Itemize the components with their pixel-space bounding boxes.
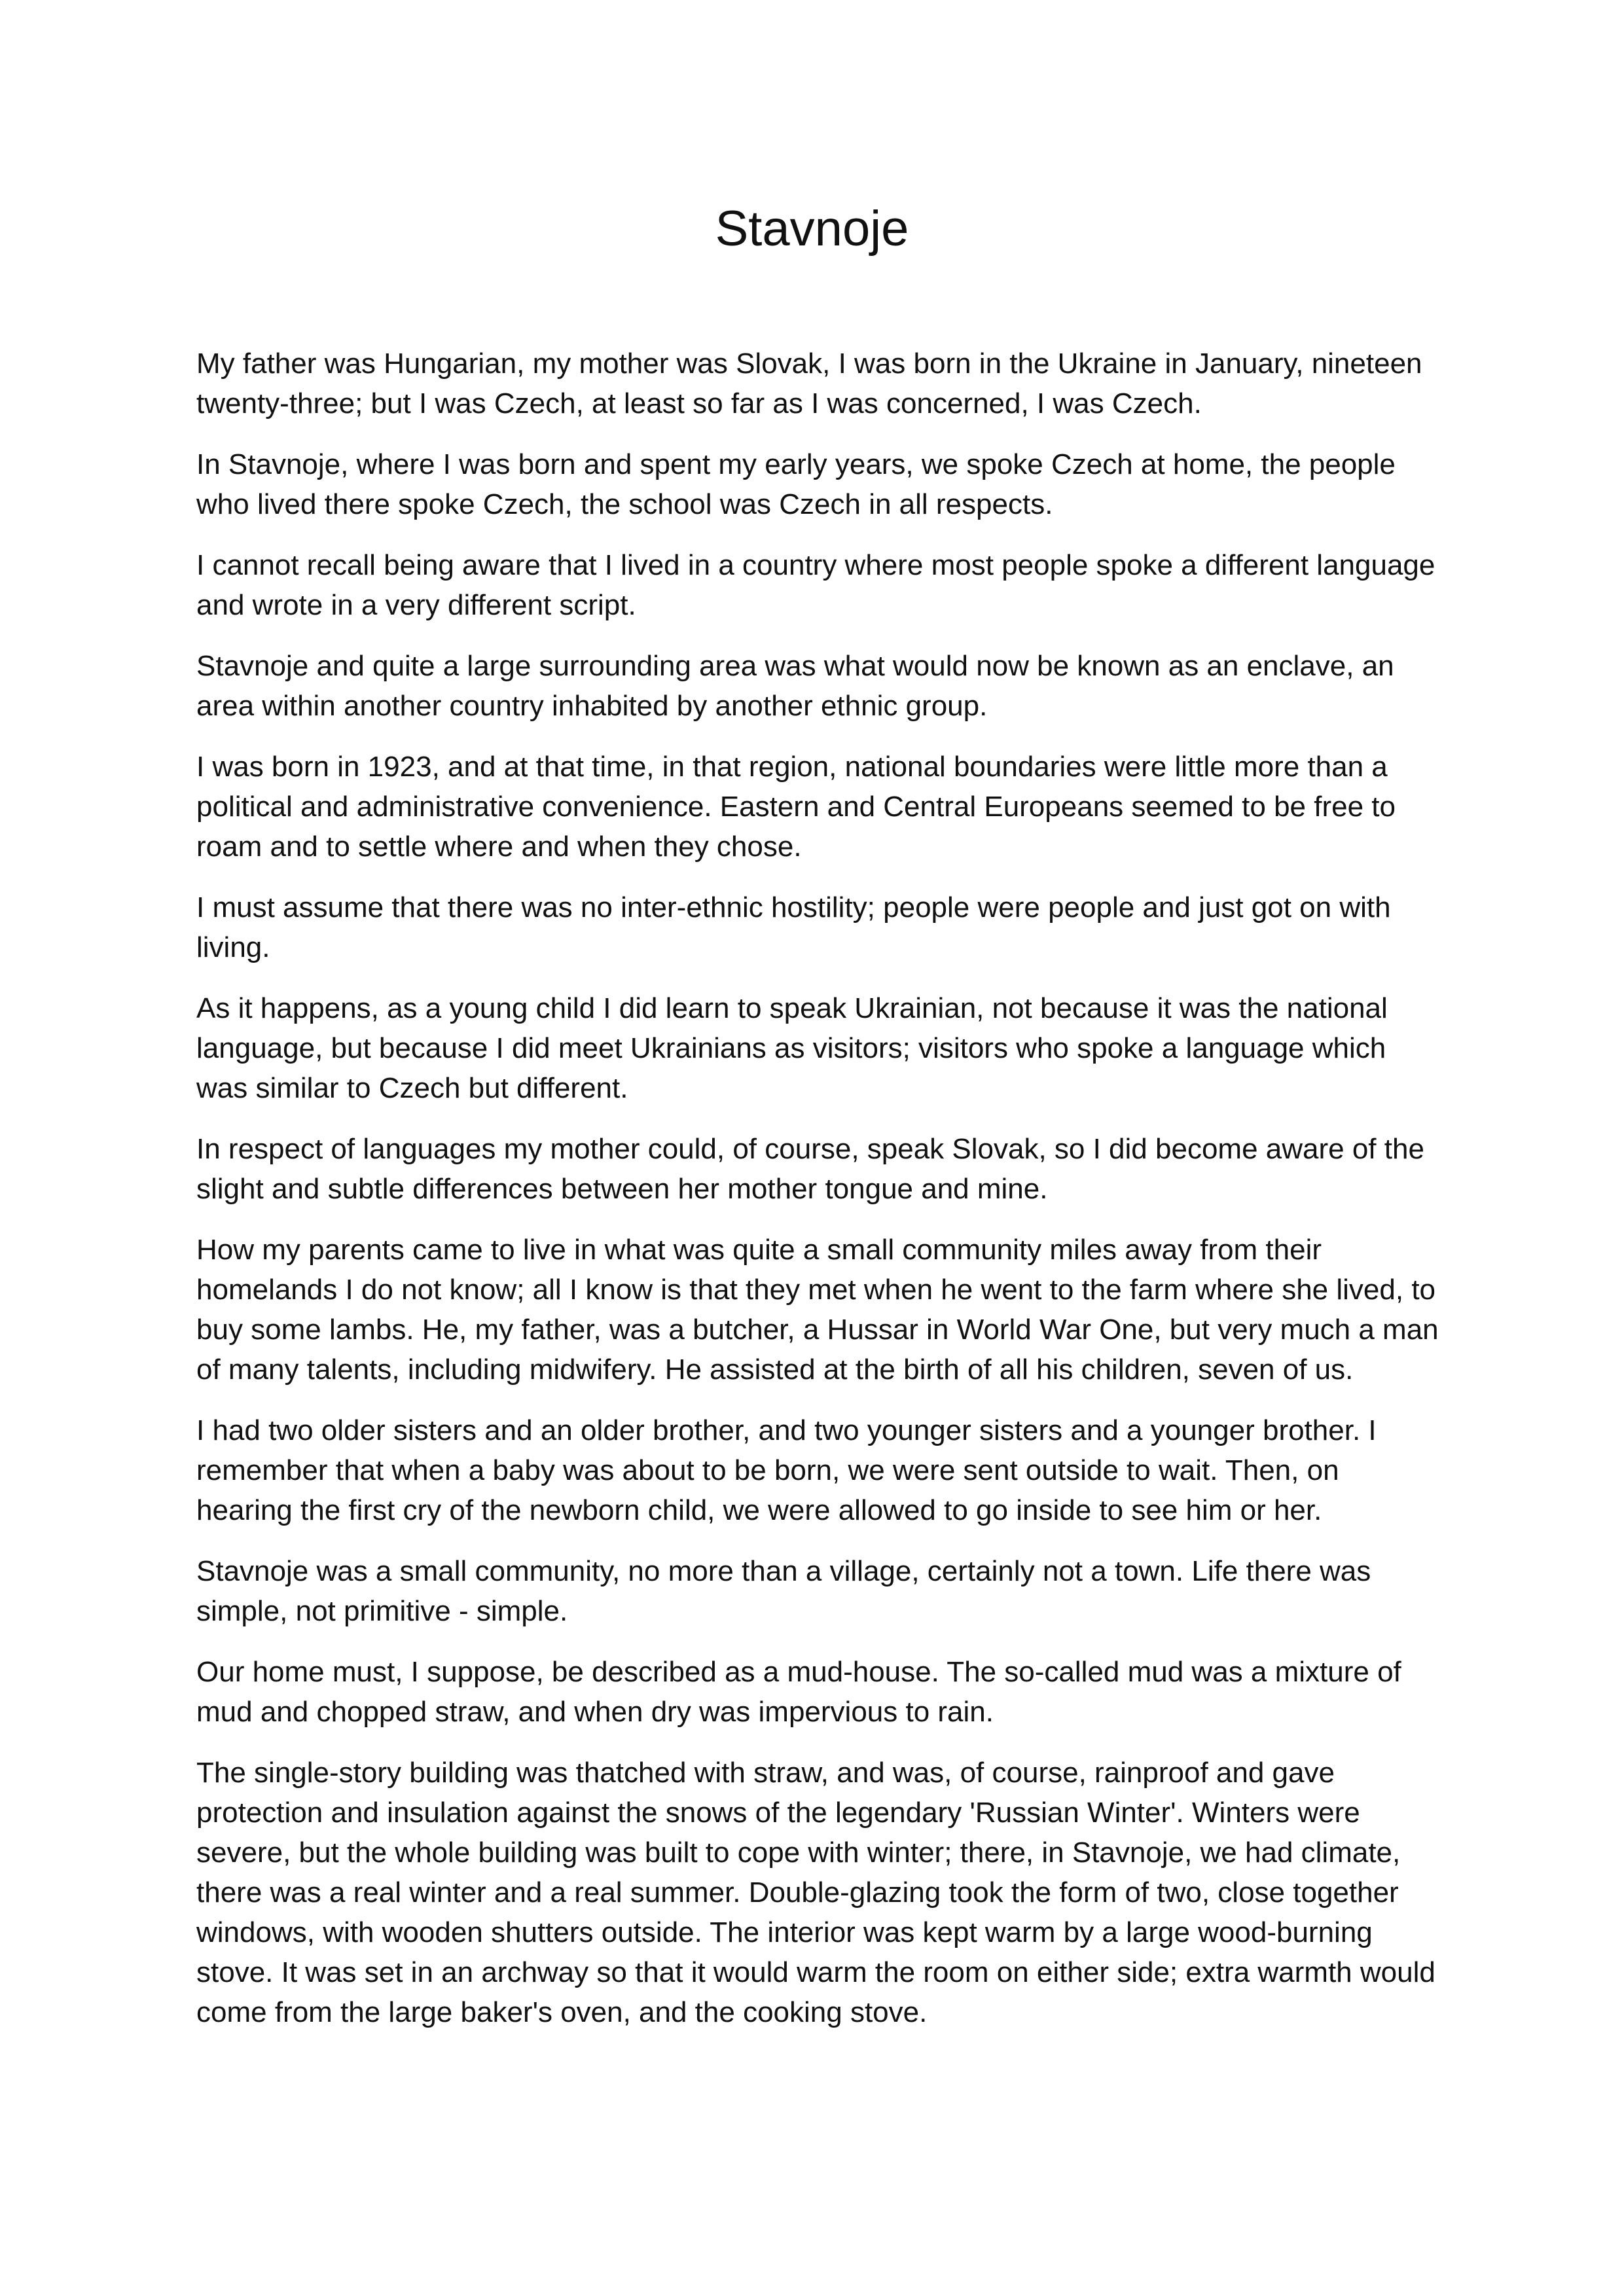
paragraph: The single-story building was thatched with straw, and was, of course, rainproof and gave protection and insulation against the snows of the legendary 'Russian Winter'. Winters were severe, but the whole building was built to cope with winter; there, in Stavnoje, we had climate, there was a real winter and a real summer. Double-glazing took the form of two, close together windows, with wooden shutters outside. The interior was kept warm by a large wood-burning stove. It was set in an archway so that it would warm the room on either side; extra warmth would come from the large baker's oven, and the cooking stove.	[196, 1757, 1435, 2028]
paragraph: In Stavnoje, where I was born and spent my early years, we spoke Czech at home, the people who lived there spoke Czech, the school was Czech in all respects.	[196, 448, 1396, 520]
paragraph: In respect of languages my mother could, of course, speak Slovak, so I did become aware of the slight and subtle differences between her mother tongue and mine.	[196, 1133, 1424, 1205]
paragraph: I cannot recall being aware that I lived in a country where most people spoke a different language and wrote in a very different script.	[196, 549, 1435, 621]
paragraph: As it happens, as a young child I did learn to speak Ukrainian, not because it was the national language, but because I did meet Ukrainians as visitors; visitors who spoke a language which was similar to Czech but different.	[196, 992, 1388, 1104]
paragraph: I had two older sisters and an older brother, and two younger sisters and a younger brother. I remember that when a baby was about to be born, we were sent outside to wait. Then, on hearing the first cry of the newborn child, we were allowed to go inside to see him or her.	[196, 1414, 1377, 1526]
document-body	[196, 344, 1440, 2053]
paragraph: My father was Hungarian, my mother was Slovak, I was born in the Ukraine in January, nineteen twenty-three; but I was Czech, at least so far as I was concerned, I was Czech.	[196, 348, 1422, 420]
paragraph: How my parents came to live in what was quite a small community miles away from their homelands I do not know; all I know is that they met when he went to the farm where she lived, to buy some lambs. He, my father, was a butcher, a Hussar in World War One, but very much a man of many talents, including midwifery. He assisted at the birth of all his children, seven of us.	[196, 1234, 1439, 1386]
paragraph: I was born in 1923, and at that time, in that region, national boundaries were little more than a political and administrative convenience. Eastern and Central Europeans seemed to be free to roam and to settle where and when they chose.	[196, 751, 1396, 863]
page-title: Stavnoje	[715, 201, 909, 257]
paragraph: Our home must, I suppose, be described as a mud-house. The so-called mud was a mixture of mud and chopped straw, and when dry was impervious to rain.	[196, 1656, 1401, 1728]
paragraph: Stavnoje was a small community, no more than a village, certainly not a town. Life there was simple, not primitive - simple.	[196, 1555, 1371, 1627]
paragraph: I must assume that there was no inter-ethnic hostility; people were people and just got on with living.	[196, 891, 1391, 963]
paragraph: Stavnoje and quite a large surrounding area was what would now be known as an enclave, an area within another country inhabited by another ethnic group.	[196, 650, 1394, 722]
